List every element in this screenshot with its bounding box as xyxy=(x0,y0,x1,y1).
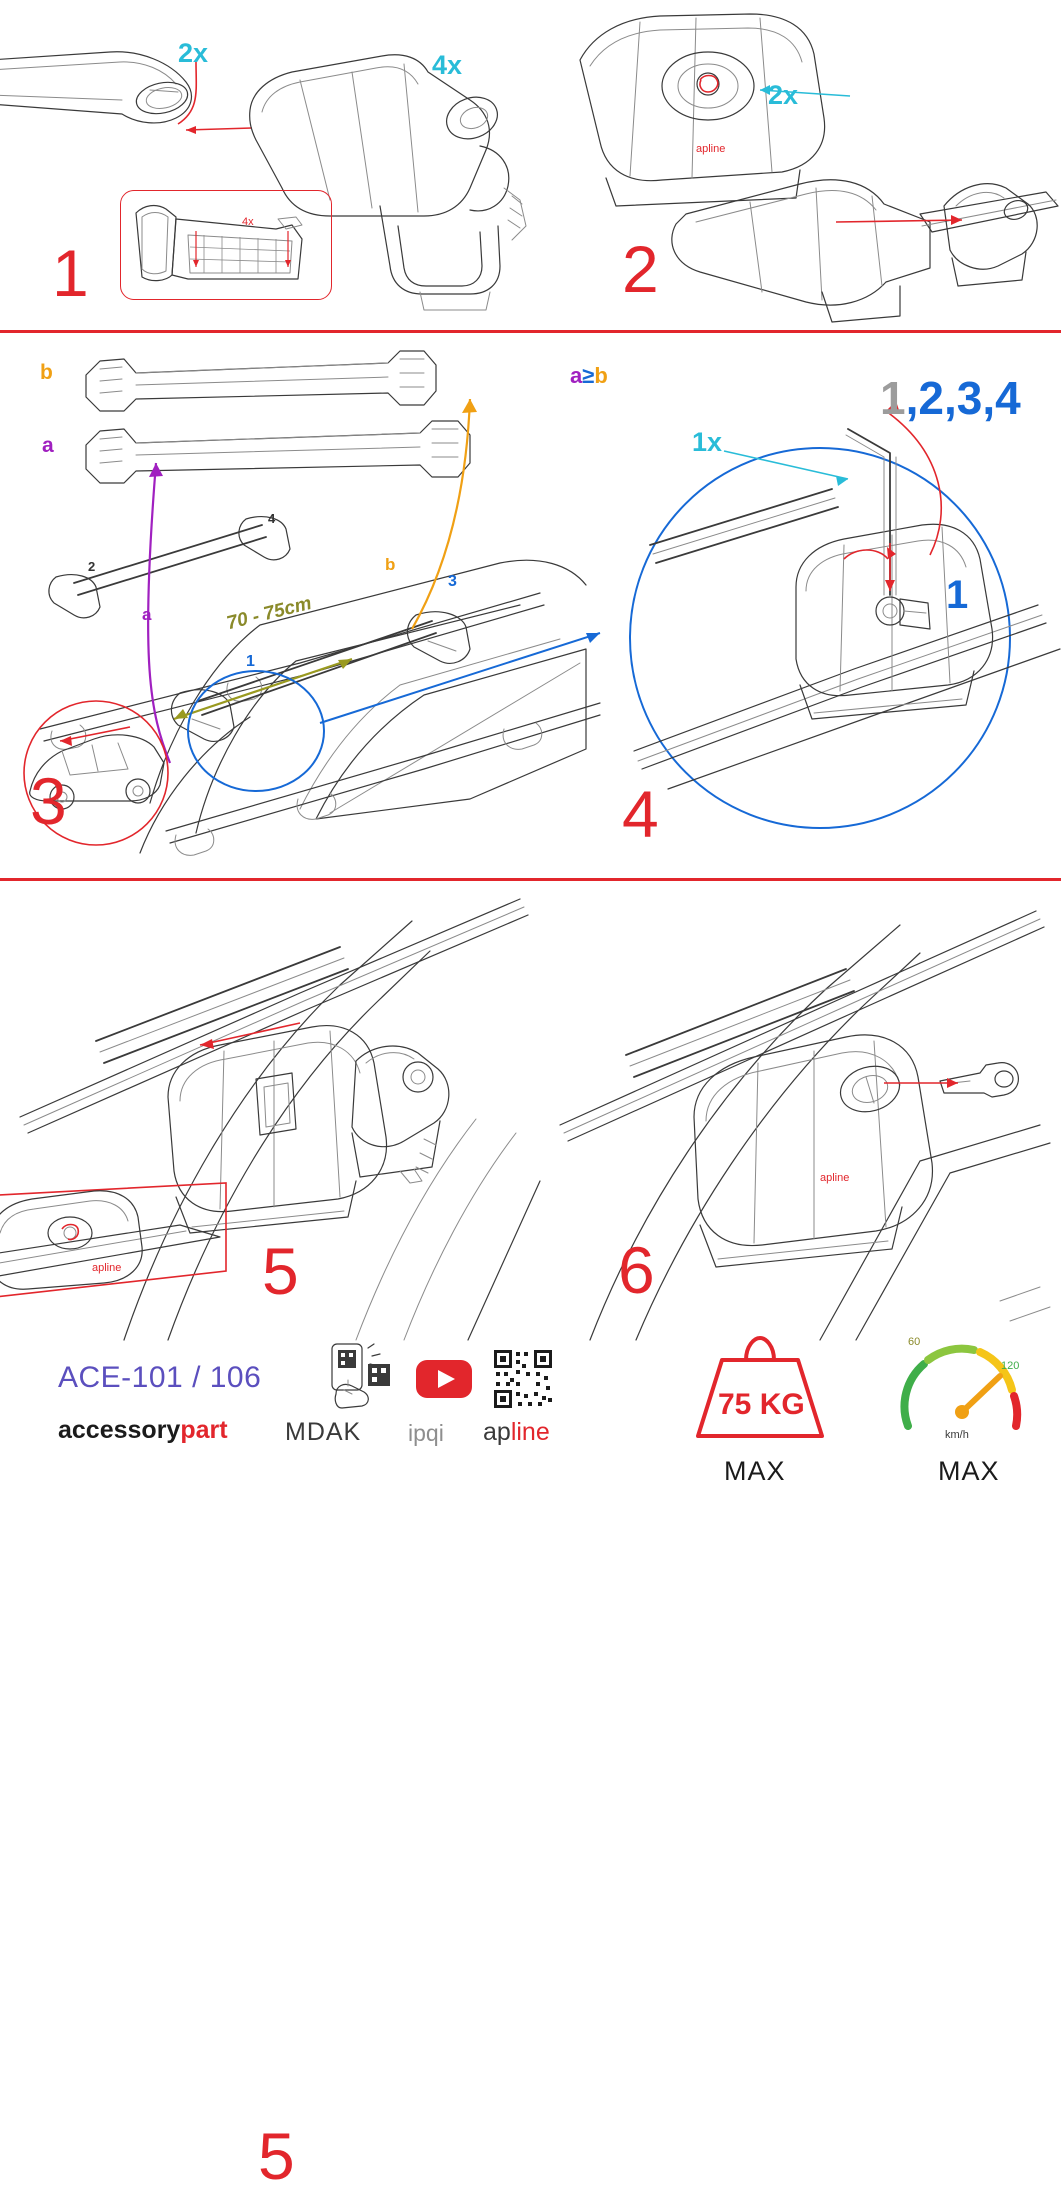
torque-step-label: 1 xyxy=(946,573,969,617)
dimension-arrow xyxy=(174,659,352,719)
position-1-badge: 1 xyxy=(246,653,255,670)
callout-1x-key: 1x xyxy=(692,427,723,457)
dimension-label: 70 - 75cm xyxy=(224,592,314,635)
step-2-panel xyxy=(600,0,1061,330)
detail-leader-1 xyxy=(320,633,600,723)
callout-2x-endcap: 2x xyxy=(178,38,209,68)
step-2-illustration xyxy=(600,0,1061,330)
qr-scan-hand-icon xyxy=(318,1342,398,1410)
speed-unit: km/h xyxy=(945,1429,969,1441)
key-icon xyxy=(940,1063,1018,1097)
label-arrow-a: a xyxy=(142,605,152,624)
brand-apline-part1: ap xyxy=(483,1418,511,1446)
crossbar xyxy=(96,947,348,1063)
footer xyxy=(0,1336,1061,1500)
label-bar-b: b xyxy=(40,361,53,384)
rail-and-foot-detail xyxy=(634,429,1060,789)
brand-mark-apline: apline xyxy=(696,143,726,155)
step-4-number: 4 xyxy=(622,777,660,851)
foot-body-6 xyxy=(694,1035,932,1267)
condition-a-ge-b: a≥b xyxy=(570,363,608,388)
position-2-badge: 2 xyxy=(88,559,96,574)
step-6-number: 6 xyxy=(618,1233,656,1307)
clamp-arm xyxy=(352,1046,449,1183)
brand-mdak: MDAK xyxy=(285,1418,362,1446)
max-load-value: 75 KG xyxy=(718,1388,805,1421)
label-arrow-b: b xyxy=(385,555,396,574)
insertion-arrow-2 xyxy=(836,215,962,225)
step-3-number: 3 xyxy=(30,764,68,838)
brand-apline xyxy=(483,1418,550,1447)
callout-2x-lock: 2x xyxy=(768,80,799,110)
brand-mark-apline-inset: apline xyxy=(92,1262,122,1274)
brand-apline-part2: line xyxy=(510,1418,550,1446)
qr-code-icon[interactable] xyxy=(492,1348,554,1410)
speed-scale-min: 60 xyxy=(908,1336,921,1348)
step-3-panel xyxy=(0,333,600,878)
brand-mark-apline-6: apline xyxy=(820,1172,850,1184)
speed-scale-max: 120 xyxy=(1001,1360,1020,1372)
leader-1x-key xyxy=(724,451,848,486)
crossbar-b-drawing xyxy=(86,351,436,411)
max-speed-caption: MAX xyxy=(938,1456,1000,1486)
bar-end-cap-drawing xyxy=(0,52,191,123)
step-1-number: 1 xyxy=(52,236,90,310)
assembly-arrow-1 xyxy=(186,126,252,134)
position-3-badge: 3 xyxy=(448,573,457,590)
position-4-badge: 4 xyxy=(268,511,276,526)
rubber-pad-detail xyxy=(126,195,326,295)
crossbar-a-drawing xyxy=(86,421,470,483)
detail-circle-1 xyxy=(188,671,324,791)
step-4-panel xyxy=(570,333,1061,878)
callout-4x-foot: 4x xyxy=(432,50,463,80)
arrow-b-guide xyxy=(412,399,470,629)
max-load-caption: MAX xyxy=(724,1456,786,1486)
roof-surface xyxy=(124,921,540,1340)
step-5-number-pos: 5 xyxy=(262,1234,300,1308)
step-1-panel xyxy=(0,0,600,330)
tighten-arrow xyxy=(885,543,895,591)
sequence-label: 1,2,3,4 xyxy=(880,372,1021,424)
step-5-number: 5 xyxy=(258,2119,296,2193)
youtube-icon[interactable] xyxy=(414,1356,474,1400)
label-bar-a: a xyxy=(42,434,54,457)
model-code: ACE-101 / 106 xyxy=(58,1361,262,1394)
inset-qty-label: 4x xyxy=(242,216,254,228)
brand-accessorypart-part1: accessory xyxy=(58,1416,181,1444)
brand-accessorypart xyxy=(58,1416,228,1445)
magnified-circle xyxy=(630,448,1010,828)
step-5-detail-inset xyxy=(0,1183,226,1301)
step-6-panel xyxy=(540,881,1061,1340)
brand-ipqi: ipqi xyxy=(408,1420,444,1446)
step-2-number: 2 xyxy=(622,232,660,306)
brand-accessorypart-part2: part xyxy=(180,1416,228,1444)
